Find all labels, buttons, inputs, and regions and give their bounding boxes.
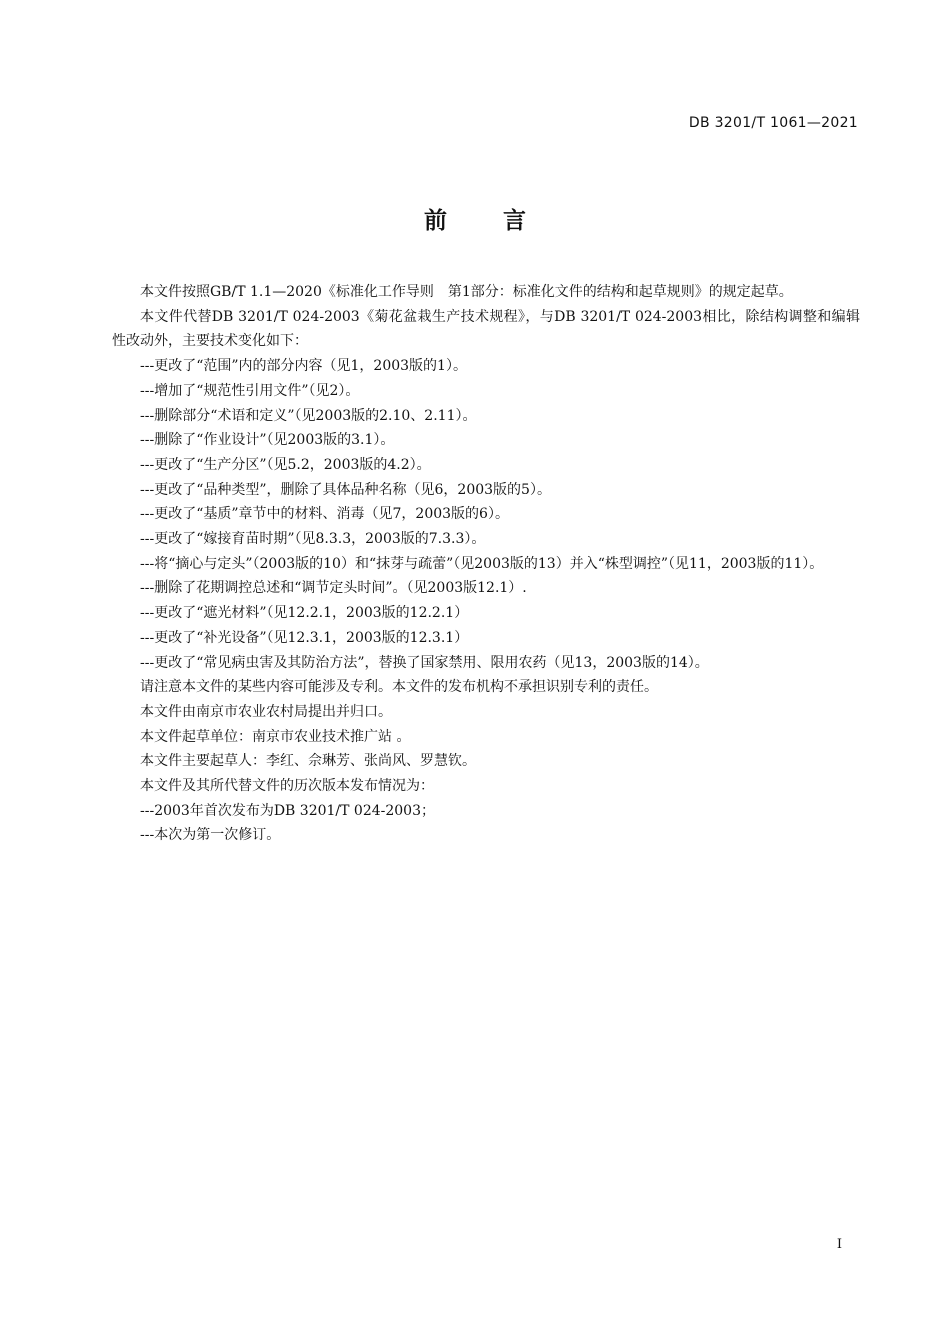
paragraph: 本文件按照GB/T 1.1—2020《标准化工作导则 第1部分：标准化文件的结构和起草规则》的规定起草。 [140,284,793,300]
paragraph: 本文件由南京市农业农村局提出并归口。 [140,703,392,720]
change-item: ---更改了“品种类型”，删除了具体品种名称（见6，2003版的5）。 [140,481,551,498]
page-title: 前言 [424,208,582,234]
paragraph: 本文件主要起草人：李红、佘琳芳、张尚风、罗慧钦。 [140,753,476,770]
document-code: DB 3201/T 1061—2021 [688,115,858,131]
page-number: I [836,1237,842,1252]
change-item: ---增加了“规范性引用文件”（见2）。 [140,382,360,399]
change-item: ---更改了“基质”章节中的材料、消毒（见7，2003版的6）。 [140,506,509,523]
change-item: ---删除了花期调控总述和“调节定头时间”。（见2003版12.1）. [140,580,527,597]
paragraph: 本文件及其所代替文件的历次版本发布情况为： [140,778,434,795]
history-item: ---本次为第一次修订。 [140,827,281,844]
paragraph: 本文件起草单位：南京市农业技术推广站 。 [140,728,411,745]
history-item: ---2003年首次发布为DB 3201/T 024-2003； [140,802,435,819]
paragraph: 本文件代替DB 3201/T 024-2003《菊花盆栽生产技术规程》，与DB 3201/T 024-2003相比，除结构调整和编辑性改动外，主要技术变化如下： [112,308,860,350]
change-item: ---更改了“嫁接育苗时期”（见8.3.3，2003版的7.3.3）。 [140,531,486,548]
change-item: ---删除了“作业设计”（见2003版的3.1）。 [140,432,395,449]
foreword-body [112,280,860,848]
change-item: ---更改了“范围”内的部分内容（见1，2003版的1）。 [140,358,467,375]
change-item: ---更改了“补光设备”（见12.3.1，2003版的12.3.1） [140,629,469,646]
change-item: ---更改了“遮光材料”（见12.2.1，2003版的12.2.1） [140,605,469,622]
paragraph: 请注意本文件的某些内容可能涉及专利。本文件的发布机构不承担识别专利的责任。 [140,679,658,696]
change-item: ---更改了“常见病虫害及其防治方法”，替换了国家禁用、限用农药（见13，2003版的14）。 [140,654,709,671]
change-item: ---删除部分“术语和定义”（见2003版的2.10、2.11）。 [140,407,477,424]
change-item: ---将“摘心与定头”（2003版的10）和“抹芽与疏蕾”（见2003版的13）并入“株型调控”（见11，2003版的11）。 [140,555,824,572]
change-item: ---更改了“生产分区”（见5.2，2003版的4.2）。 [140,456,431,473]
